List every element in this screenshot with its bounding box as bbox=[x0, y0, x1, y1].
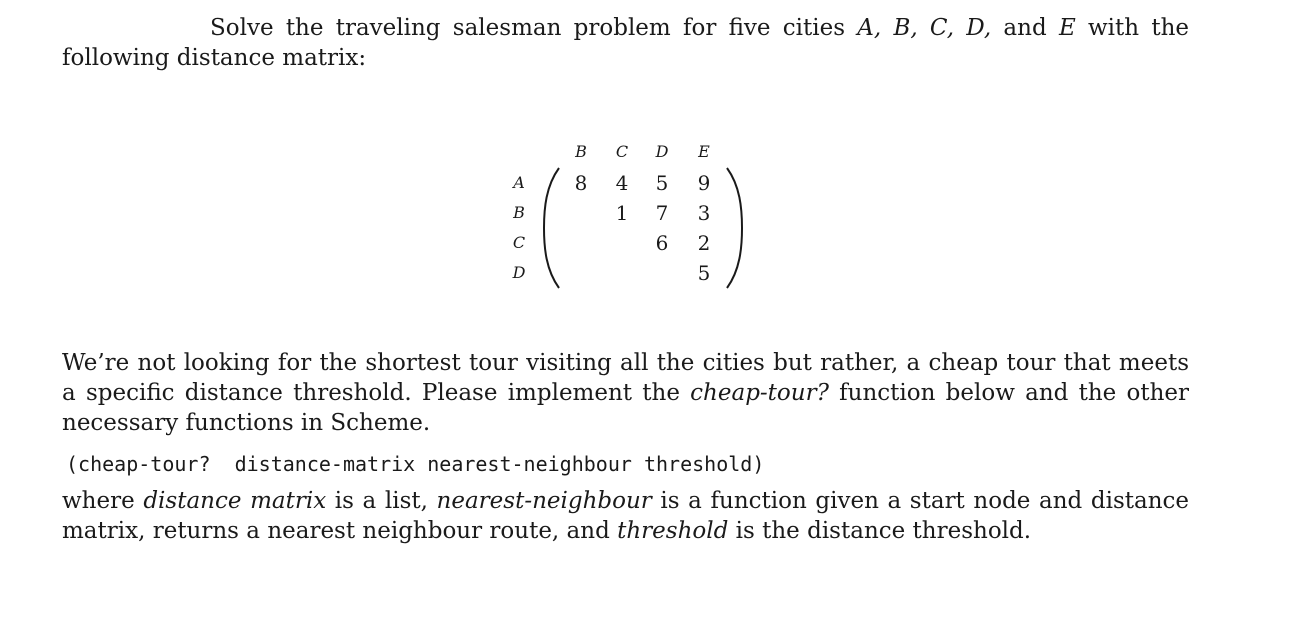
matrix-column-header: B bbox=[575, 142, 587, 161]
param-distance-matrix: distance matrix bbox=[143, 488, 327, 514]
matrix-column-header: C bbox=[615, 142, 629, 161]
param-threshold: threshold bbox=[617, 518, 729, 544]
function-name: cheap-tour? bbox=[690, 380, 829, 406]
matrix-column-header: E bbox=[698, 142, 710, 161]
desc-text: where bbox=[62, 488, 144, 514]
task-text-2: function below and the other necessary functions in Scheme. bbox=[62, 380, 1190, 436]
task-text-1: We’re not looking for the shortest tour visiting all the cities but rather, a cheap tour that meets a specific distance threshold. Please implement the bbox=[62, 350, 1189, 406]
matrix-cell: 5 bbox=[655, 171, 669, 195]
matrix-column-header: D bbox=[655, 142, 669, 161]
matrix-row-header: A bbox=[513, 173, 525, 192]
intro-and: and bbox=[991, 15, 1059, 41]
matrix-cell: 6 bbox=[655, 231, 669, 255]
intro-cities: A, B, C, D, bbox=[857, 15, 992, 41]
code-signature: (cheap-tour? distance-matrix nearest-neighbour threshold) bbox=[66, 452, 765, 476]
left-parenthesis bbox=[540, 166, 564, 290]
matrix-cell: 3 bbox=[697, 201, 711, 225]
matrix-row-header: D bbox=[512, 263, 526, 282]
matrix-cell: 2 bbox=[697, 231, 711, 255]
matrix-cell: 5 bbox=[697, 261, 711, 285]
intro-last-city: E bbox=[1058, 15, 1076, 41]
matrix-row-header: C bbox=[512, 233, 526, 252]
matrix-cell: 4 bbox=[615, 171, 629, 195]
desc-text: is a function given a start node and distance matrix, returns a nearest neighbour route, and bbox=[62, 488, 1190, 544]
param-nearest-neighbour: nearest-neighbour bbox=[436, 488, 652, 514]
intro-tail-text: with the following distance matrix: bbox=[62, 15, 1189, 71]
matrix-cell: 8 bbox=[574, 171, 588, 195]
matrix-cell: 1 bbox=[615, 201, 629, 225]
right-parenthesis bbox=[722, 166, 746, 290]
matrix-row-header: B bbox=[513, 203, 525, 222]
parameter-description bbox=[62, 486, 1189, 546]
desc-text: is a list, bbox=[326, 488, 437, 514]
task-paragraph bbox=[62, 348, 1189, 438]
matrix-cell: 9 bbox=[697, 171, 711, 195]
matrix-cell: 7 bbox=[655, 201, 669, 225]
intro-lead-text: Solve the traveling salesman problem for five cities bbox=[210, 15, 858, 41]
desc-text: is the distance threshold. bbox=[728, 518, 1032, 544]
